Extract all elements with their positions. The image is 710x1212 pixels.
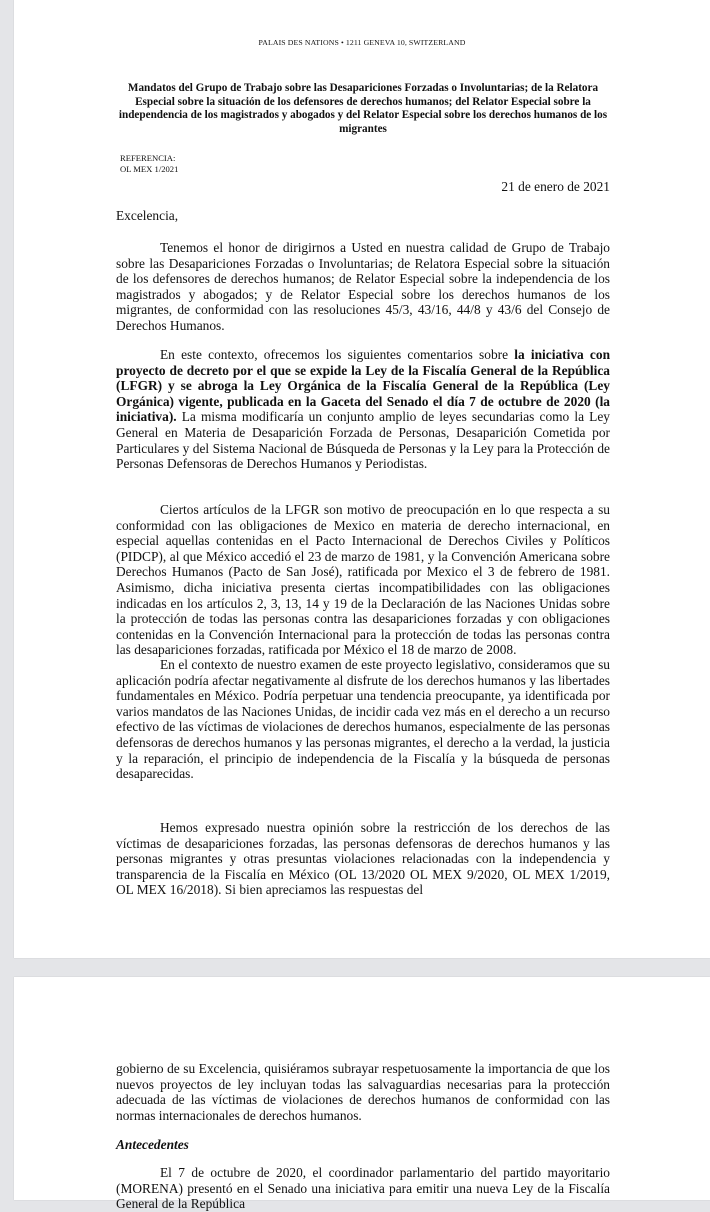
paragraph-2-intro: En este contexto, ofrecemos los siguientes comentarios sobre [160,347,515,362]
document-page-1 [14,0,710,958]
paragraph-2 [116,347,610,472]
reference-block [120,153,178,174]
document-page-2 [14,977,710,1212]
mandates-title: Mandatos del Grupo de Trabajo sobre las Desapariciones Forzadas o Involuntarias; de la Relatora Especial sobre la situación de los defensores de derechos humanos; del Relator Especial sobre la independencia de los magistrados y abogados y del Relator Especial sobre los derechos humanos de los migrantes [118,82,608,135]
paragraph-3: Ciertos artículos de la LFGR son motivo de preocupación en lo que respecta a su conformidad con las obligaciones de Mexico en materia de derecho internacional, en especial aquellas contenidas en el Pacto Internacional de Derechos Civiles y Políticos (PIDCP), al que México accedió el 23 de marzo de 1981, y la Convención Americana sobre Derechos Humanos (Pacto de San José), ratificada por Mexico el 3 de febrero de 1981. Asimismo, dicha iniciativa presenta ciertas incompatibilidades con las obligaciones indicadas en los artículos 2, 3, 13, 14 y 19 de la Declaración de las Naciones Unidas sobre la protección de todas las personas contra las desapariciones forzadas y con obligaciones contenidas en la Convención Internacional para la protección de todas las personas contra las desapariciones forzadas, ratificada por México el 18 de marzo de 2008. [116,502,610,658]
paragraph-1: Tenemos el honor de dirigirnos a Usted en nuestra calidad de Grupo de Trabajo sobre las Desapariciones Forzadas o Involuntarias; de Relatora Especial sobre la situación de los defensores de derechos humanos; de Relator Especial sobre la independencia de los magistrados y abogados; y de Relator Especial sobre los derechos humanos de los migrantes, de conformidad con las resoluciones 45/3, 43/16, 44/8 y 43/6 del Consejo de Derechos Humanos. [116,240,610,333]
paragraph-2-rest: La misma modificaría un conjunto amplio de leyes secundarias como la Ley General en Materia de Desaparición Forzada de Personas, Desaparición Cometida por Particulares y del Sistema Nacional de Búsqueda de Personas y la Ley para la Protección de Personas Defensoras de Derechos Humanos y Periodistas. [116,409,610,472]
paragraph-4: En el contexto de nuestro examen de este proyecto legislativo, consideramos que su aplicación podría afectar negativamente al disfrute de los derechos humanos y las libertades fundamentales en México. Podría perpetuar una tendencia preocupante, ya identificada por varios mandatos de las Naciones Unidas, de incidir cada vez más en el derecho a un recurso efectivo de las víctimas de violaciones de derechos humanos, especialmente de las personas defensoras de derechos humanos y las personas migrantes, el derecho a la verdad, la justicia y la reparación, el principio de independencia de la Fiscalía y la búsqueda de personas desaparecidas. [116,657,610,782]
letter-date: 21 de enero de 2021 [501,179,610,194]
reference-value: OL MEX 1/2021 [120,163,179,174]
paragraph-antecedentes: El 7 de octubre de 2020, el coordinador parlamentario del partido mayoritario (MORENA) presentó en el Senado una iniciativa para emitir una nueva Ley de la Fiscalía General de la República [116,1165,610,1212]
paragraph-5: Hemos expresado nuestra opinión sobre la restricción de los derechos de las víctimas de desapariciones forzadas, las personas defensoras de derechos humanos y las personas migrantes y otras presuntas violaciones relacionadas con la independencia y transparencia de la Fiscalía en México (OL 13/2020 OL MEX 9/2020, OL MEX 1/2019, OL MEX 16/2018). Si bien apreciamos las respuestas del [116,820,610,898]
paragraph-continuation: gobierno de su Excelencia, quisiéramos subrayar respetuosamente la importancia de que los nuevos proyectos de ley incluyan todas las salvaguardias necesarias para la protección adecuada de las víctimas de violaciones de derechos humanos de conformidad con las normas internacionales de derechos humanos. [116,1061,610,1123]
reference-label: REFERENCIA: [120,153,176,163]
section-heading-antecedentes: Antecedentes [116,1137,189,1152]
paragraph-2-bold: la iniciativa con proyecto de decreto por el que se expide la Ley de la Fiscalía General de la República (LFGR) y se abroga la Ley Orgánica de la Fiscalía General de la República (Ley Orgánica) vigente, publicada en la Gaceta del Senado el día 7 de octubre de 2020 (la iniciativa). [116,347,611,425]
salutation: Excelencia, [116,208,179,223]
letterhead-address: PALAIS DES NATIONS • 1211 GENEVA 10, SWITZERLAND [258,38,466,47]
